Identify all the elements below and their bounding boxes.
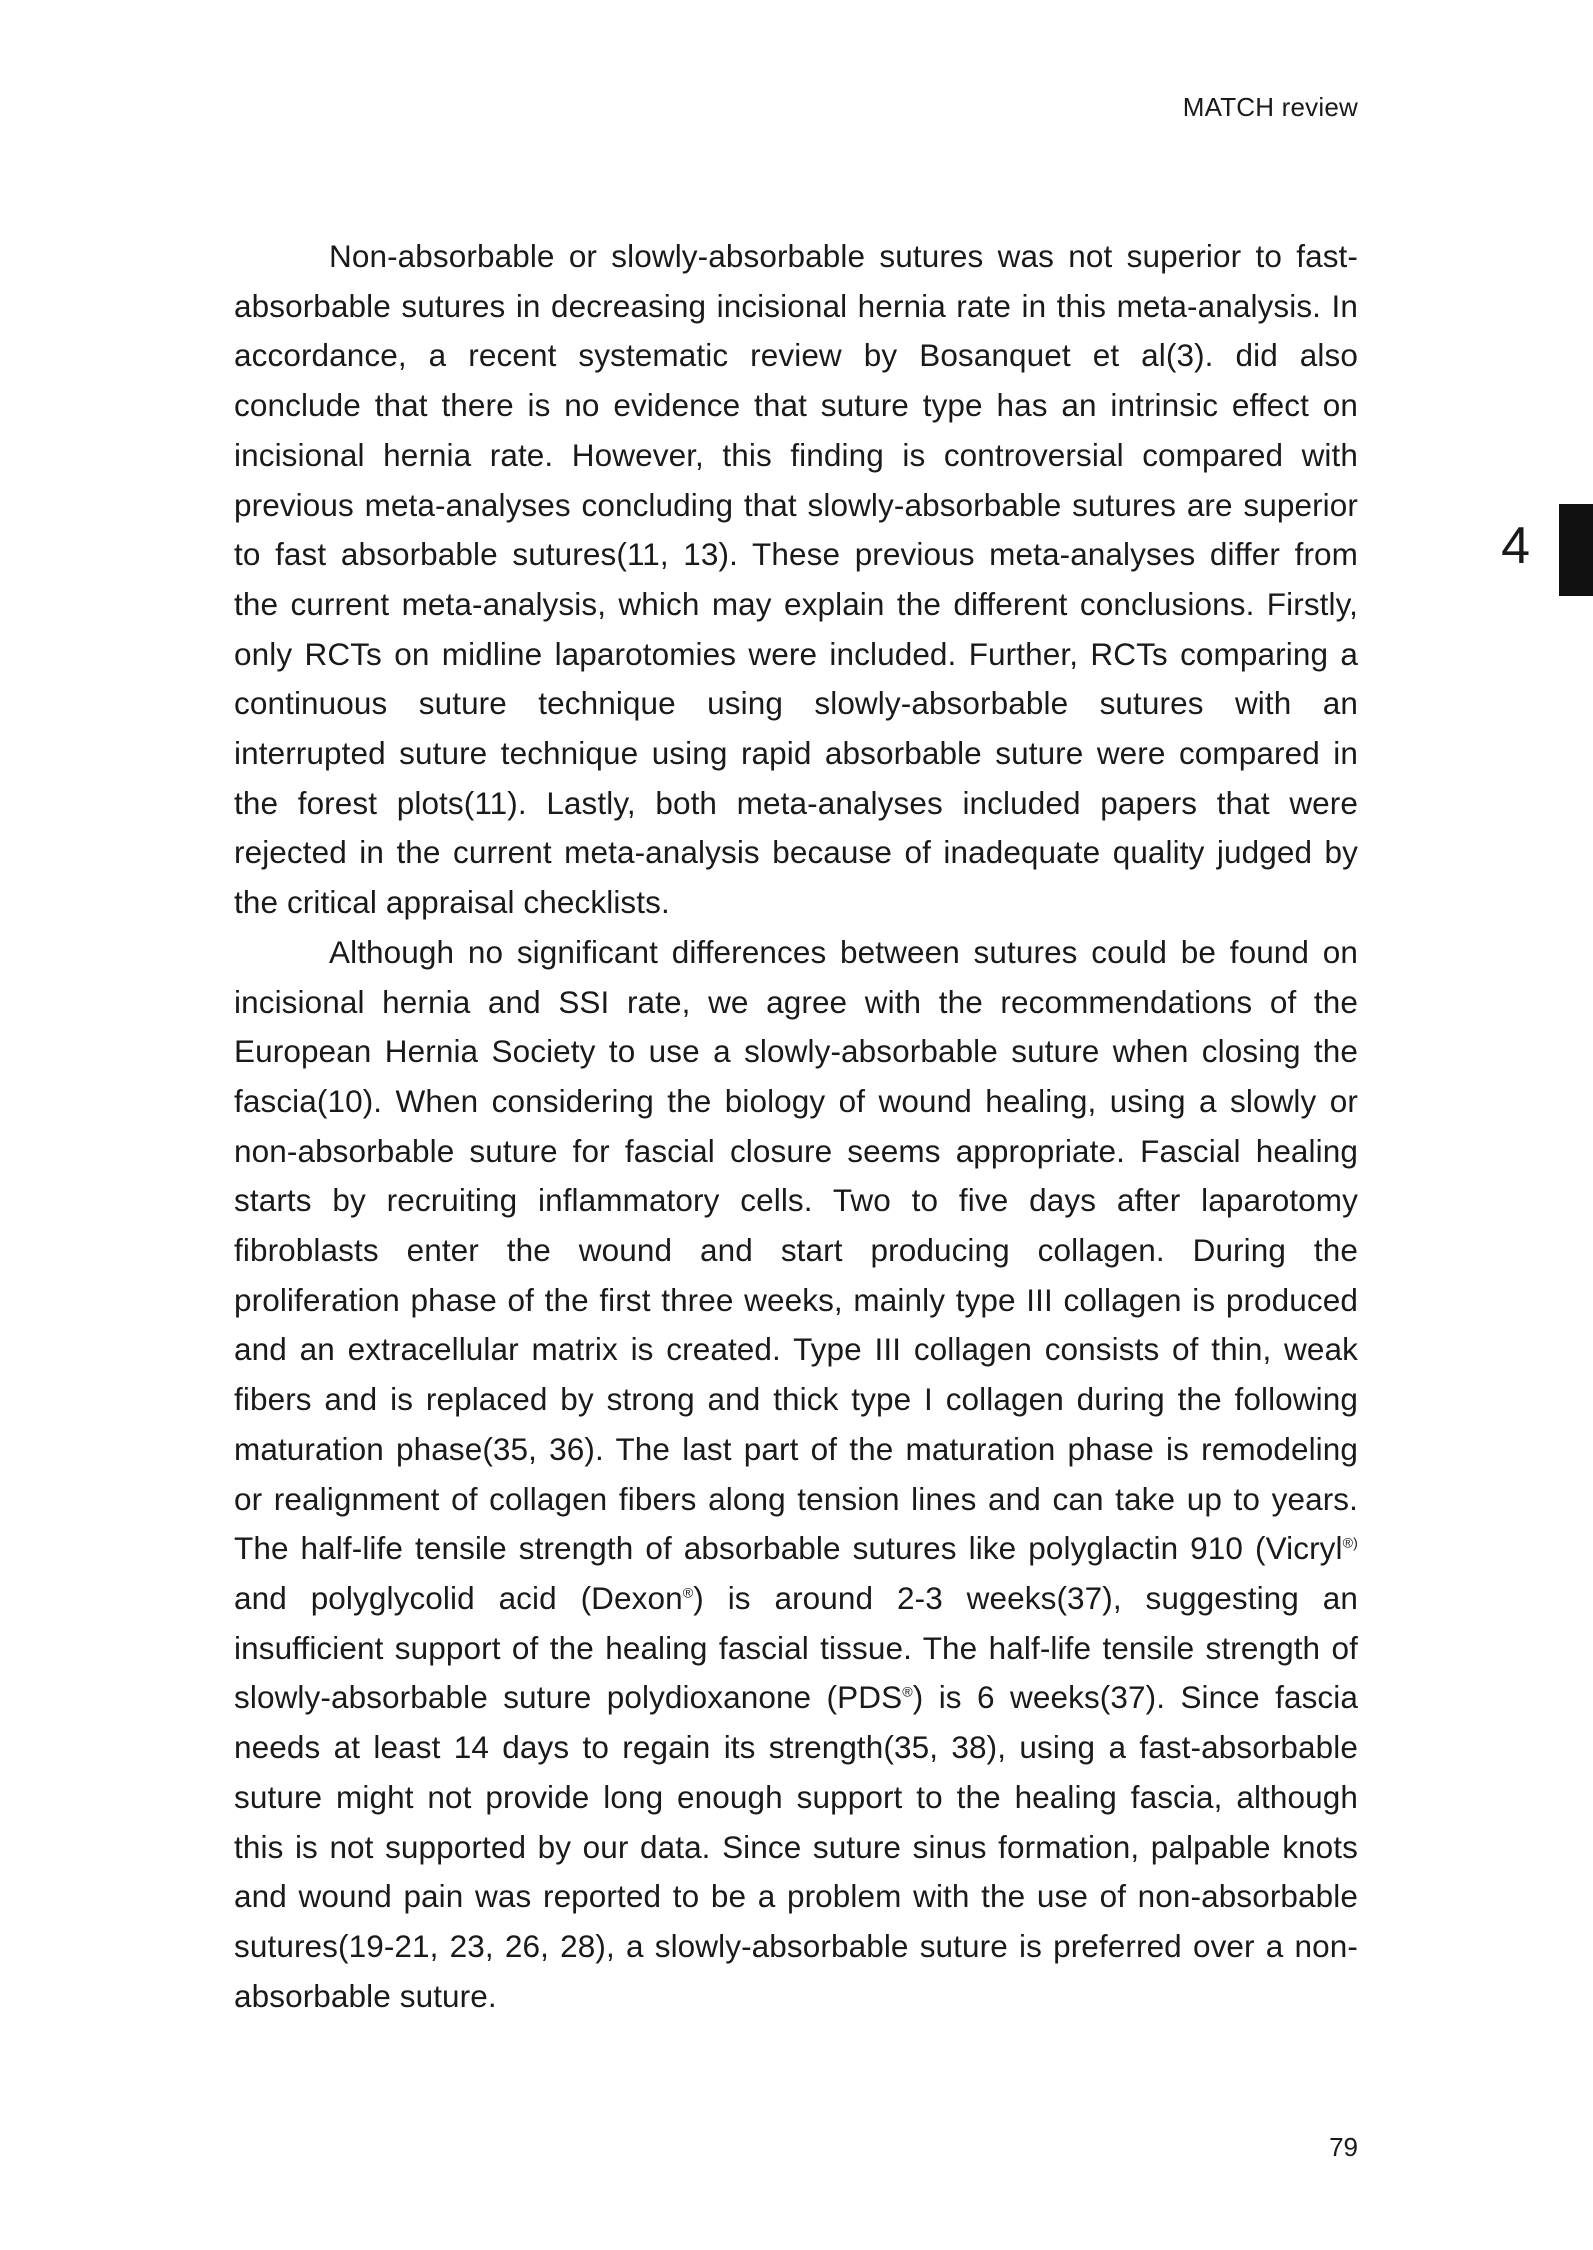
paragraph-2: [234, 928, 1358, 2021]
page-number: 79: [1329, 2132, 1358, 2162]
paragraph-2-part-4: ) is 6 weeks(37). Since fascia needs at least 14 days to regain its strength(35, 38), using a fast-absorbable suture might not provide long enough support to the healing fascia, although this is not supported by our data. Since suture sinus formation, palpable knots and wound pain was reported to be a problem with the use of non-absorbable sutures(19-21, 23, 26, 28), a slowly-absorbable suture is preferred over a non-absorbable suture.: [234, 1679, 1359, 2014]
running-header: MATCH review: [1182, 92, 1358, 122]
chapter-tab-marker: [1559, 504, 1593, 596]
paragraph-2-part-3: ) is around 2-3 weeks(37), suggesting an insufficient support of the healing fascial tissue. The half-life tensile strength of slowly-absorbable suture polydioxanone (PDS: [234, 1579, 1358, 1716]
chapter-number: 4: [1501, 517, 1530, 575]
paragraph-2-part-1: Although no significant differences between sutures could be found on incisional hernia and SSI rate, we agree with the recommendations of the European Hernia Society to use a slowly-absorbable suture when closing the fascia(10). When considering the biology of wound healing, using a slowly or non-absorbable suture for fascial closure seems appropriate. Fascial healing starts by recruiting inflammatory cells. Two to five days after laparotomy fibroblasts enter the wound and start producing collagen. During the proliferation phase of the first three weeks, mainly type III collagen is produced and an extracellular matrix is created. Type III collagen consists of thin, weak fibers and is replaced by strong and thick type I collagen during the following maturation phase(35, 36). The last part of the maturation phase is remodeling or realignment of collagen fibers along tension lines and can take up to years. The half-life tensile strength of absorbable sutures like polyglactin 910 (Vicryl: [234, 933, 1358, 1567]
body-text: [234, 232, 1358, 2021]
paragraph-2-part-2: and polyglycolid acid (Dexon: [234, 1579, 683, 1616]
paragraph-1: Non-absorbable or slowly-absorbable sutures was not superior to fast-absorbable sutures in decreasing incisional hernia rate in this meta-analysis. In accordance, a recent systematic review by Bosanquet et al(3). did also conclude that there is no evidence that suture type has an intrinsic effect on incisional hernia rate. However, this finding is controversial compared with previous meta-analyses concluding that slowly-absorbable sutures are superior to fast absorbable sutures(11, 13). These previous meta-analyses differ from the current meta-analysis, which may explain the different conclusions. Firstly, only RCTs on midline laparotomies were included. Further, RCTs comparing a continuous suture technique using slowly-absorbable sutures with an interrupted suture technique using rapid absorbable suture were compared in the forest plots(11). Lastly, both meta-analyses included papers that were rejected in the current meta-analysis because of inadequate quality judged by the critical appraisal checklists.: [234, 238, 1358, 921]
registered-mark: ®): [1342, 1535, 1358, 1552]
registered-mark: ®: [682, 1585, 694, 1602]
registered-mark: ®: [902, 1684, 913, 1701]
